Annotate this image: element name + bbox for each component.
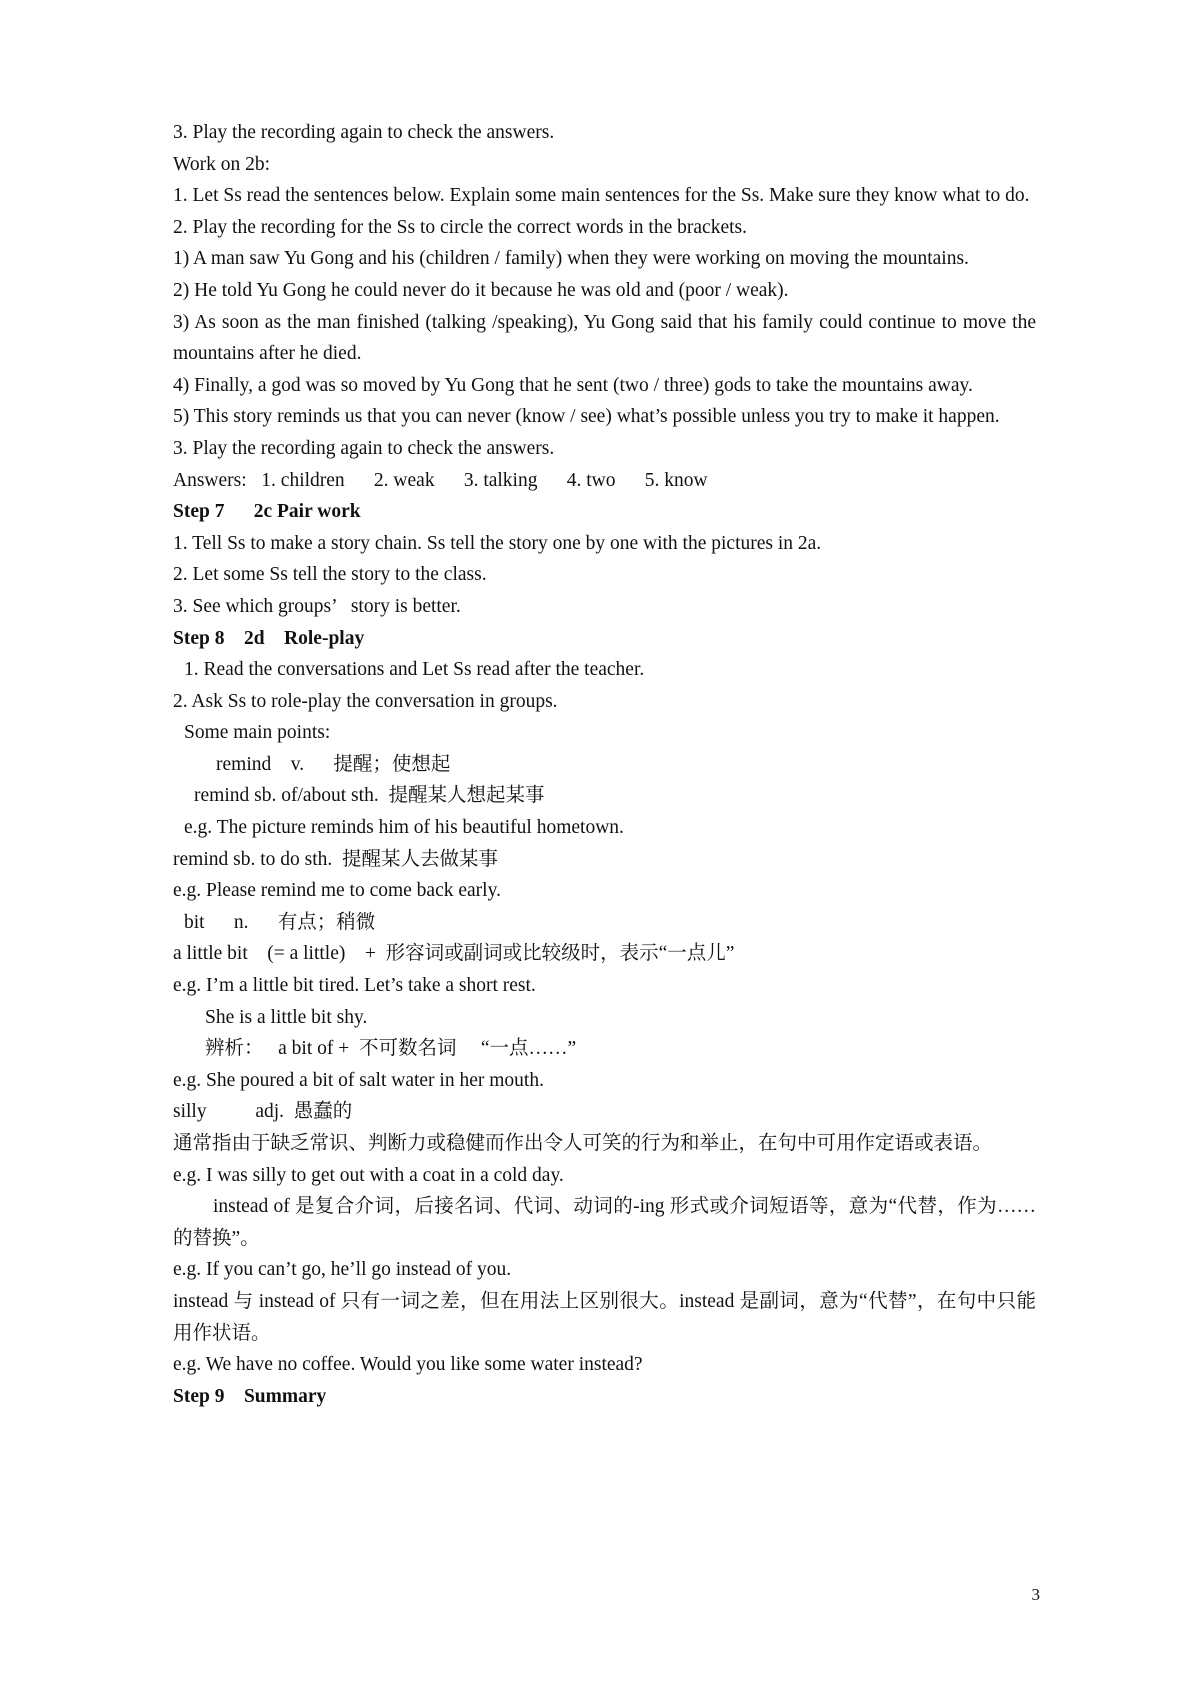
example-sentence: e.g. I’m a little bit tired. Let’s take a short rest.	[173, 975, 536, 997]
example-sentence: e.g. I was silly to get out with a coat in a cold day.	[173, 1164, 564, 1186]
text-line: 2. Ask Ss to role-play the conversation in groups.	[173, 690, 558, 712]
example-sentence: e.g. If you can’t go, he’ll go instead of you.	[173, 1259, 512, 1281]
example-sentence: e.g. We have no coffee. Would you like some water instead?	[173, 1354, 643, 1376]
vocab-entry: remind v. 提醒；使想起	[216, 753, 451, 775]
section-heading: Work on 2b:	[173, 153, 271, 175]
text-line: 1. Read the conversations and Let Ss read after the teacher.	[184, 659, 645, 681]
vocab-usage: remind sb. of/about sth. 提醒某人想起某事	[194, 785, 545, 807]
text-line: 3. See which groups’ story is better.	[173, 595, 461, 617]
document-body	[173, 117, 1036, 1412]
text-line: 3. Play the recording again to check the answers.	[173, 437, 555, 459]
vocab-note: instead of 是复合介词，后接名词、代词、动词的-ing 形式或介词短语等，意为“代替，作为……的替换”。	[173, 1196, 1036, 1249]
text-paragraph: 1. Let Ss read the sentences below. Explain some main sentences for the Ss. Make sure they know what to do.	[173, 185, 1030, 207]
answers-line: Answers: 1. children 2. weak 3. talking 4. two 5. know	[173, 469, 708, 491]
example-sentence: e.g. The picture reminds him of his beautiful hometown.	[184, 817, 624, 839]
vocab-entry: silly adj. 愚蠢的	[173, 1101, 353, 1123]
text-line: 3. Play the recording again to check the answers.	[173, 122, 555, 143]
example-sentence: She is a little bit shy.	[205, 1006, 368, 1028]
vocab-note: 辨析： a bit of + 不可数名词 “一点……”	[205, 1038, 577, 1060]
step-heading: Step 9 Summary	[173, 1385, 327, 1407]
text-line: 1. Tell Ss to make a story chain. Ss tell the story one by one with the pictures in 2a.	[173, 532, 822, 554]
step-heading: Step 8 2d Role-play	[173, 627, 365, 649]
exercise-sentence: 3) As soon as the man finished (talking /speaking), Yu Gong said that his family could continue to move the mountains after he died.	[173, 311, 1036, 365]
page-number: 3	[1031, 1585, 1040, 1604]
vocab-usage: a little bit (= a little) + 形容词或副词或比较级时，表示“一点儿”	[173, 943, 735, 965]
example-sentence: e.g. She poured a bit of salt water in her mouth.	[173, 1069, 544, 1091]
example-sentence: e.g. Please remind me to come back early.	[173, 880, 501, 902]
exercise-sentence: 5) This story reminds us that you can never (know / see) what’s possible unless you try to make it happen.	[173, 406, 1000, 428]
vocab-entry: bit n. 有点；稍微	[184, 911, 376, 933]
step-heading: Step 7 2c Pair work	[173, 501, 361, 523]
text-line: 2. Let some Ss tell the story to the class.	[173, 564, 487, 586]
text-line: 2. Play the recording for the Ss to circle the correct words in the brackets.	[173, 216, 747, 238]
exercise-sentence: 4) Finally, a god was so moved by Yu Gong that he sent (two / three) gods to take the mountains away.	[173, 374, 973, 396]
vocab-note: instead 与 instead of 只有一词之差，但在用法上区别很大。instead 是副词，意为“代替”，在句中只能用作状语。	[173, 1290, 1036, 1344]
text-line: Some main points:	[184, 722, 331, 744]
vocab-note: 通常指由于缺乏常识、判断力或稳健而作出令人可笑的行为和举止，在句中可用作定语或表语。	[173, 1133, 993, 1154]
exercise-sentence: 1) A man saw Yu Gong and his (children / family) when they were working on moving the mountains.	[173, 248, 969, 270]
exercise-sentence: 2) He told Yu Gong he could never do it because he was old and (poor / weak).	[173, 279, 789, 301]
vocab-usage: remind sb. to do sth. 提醒某人去做某事	[173, 848, 498, 870]
